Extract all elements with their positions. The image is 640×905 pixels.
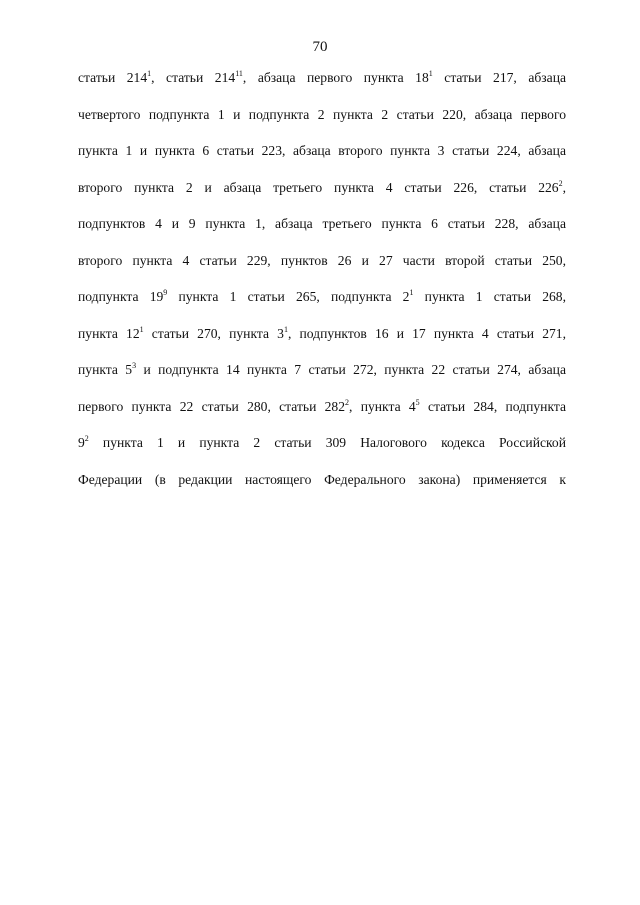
superscript-index: 3 (132, 361, 137, 370)
text-line (78, 279, 566, 316)
text-run: пункта 5 (78, 362, 133, 377)
text-line (78, 462, 566, 499)
superscript-index: 1 (147, 69, 152, 78)
text-run: второго пункта 4 статьи 229, пунктов 26 и 27 части второй статьи 250, (78, 252, 566, 268)
text-run: 9 (78, 435, 85, 450)
superscript-index: 9 (163, 288, 168, 297)
text-run: второго пункта 2 и абзаца третьего пункта 4 статьи 226, статьи 226 (78, 179, 559, 195)
text-line (78, 316, 566, 353)
text-run: пункта 12 (78, 325, 140, 341)
text-run: статьи 284, подпункта (419, 398, 567, 414)
text-line (78, 243, 566, 280)
body-paragraph (78, 60, 566, 498)
text-run: первого пункта 22 статьи 280, статьи 282 (78, 398, 346, 414)
superscript-index: 1 (409, 288, 414, 297)
page-number: 70 (312, 39, 328, 55)
superscript-index: 2 (558, 178, 563, 188)
text-line (78, 170, 566, 207)
superscript-index: 2 (345, 397, 350, 407)
text-run: подпунктов 4 и 9 пункта 1, абзаца третьего пункта 6 статьи 228, абзаца (78, 216, 566, 231)
superscript-index: 1 (428, 69, 433, 78)
text-line (78, 206, 566, 243)
text-run: и подпункта 14 пункта 7 статьи 272, пункта 22 статьи 274, абзаца (136, 362, 566, 377)
text-line (78, 352, 566, 389)
superscript-index: 11 (235, 69, 243, 78)
text-run: статьи 214 (78, 70, 148, 85)
text-run: пункта 1 и пункта 6 статьи 223, абзаца второго пункта 3 статьи 224, абзаца (78, 143, 566, 158)
superscript-index: 1 (139, 324, 144, 334)
text-run: статьи 270, пункта 3 (143, 325, 284, 341)
text-run: пункта 1 статьи 268, (413, 289, 566, 304)
text-run: Федерации (в редакции настоящего Федерального закона) применяется к (78, 471, 566, 487)
text-run: , пункта 4 (349, 398, 416, 414)
text-line (78, 389, 566, 426)
text-run: статьи 217, абзаца (432, 70, 567, 85)
text-line (78, 425, 566, 462)
text-run: , подпунктов 16 и 17 пункта 4 статьи 271, (287, 325, 567, 341)
text-run: , статьи 214 (151, 70, 236, 85)
text-run: подпункта 19 (78, 289, 164, 304)
text-line (78, 60, 566, 97)
text-line (78, 97, 566, 134)
superscript-index: 1 (283, 324, 288, 334)
text-line (78, 133, 566, 170)
text-run: , (562, 179, 566, 195)
text-run: , абзаца первого пункта 18 (242, 70, 429, 85)
text-run: четвертого подпункта 1 и подпункта 2 пункта 2 статьи 220, абзаца первого (78, 106, 566, 122)
superscript-index: 2 (84, 434, 89, 443)
text-run: пункта 1 статьи 265, подпункта 2 (167, 289, 410, 304)
text-run: пункта 1 и пункта 2 статьи 309 Налогового кодекса Российской (88, 435, 566, 450)
superscript-index: 5 (415, 397, 420, 407)
